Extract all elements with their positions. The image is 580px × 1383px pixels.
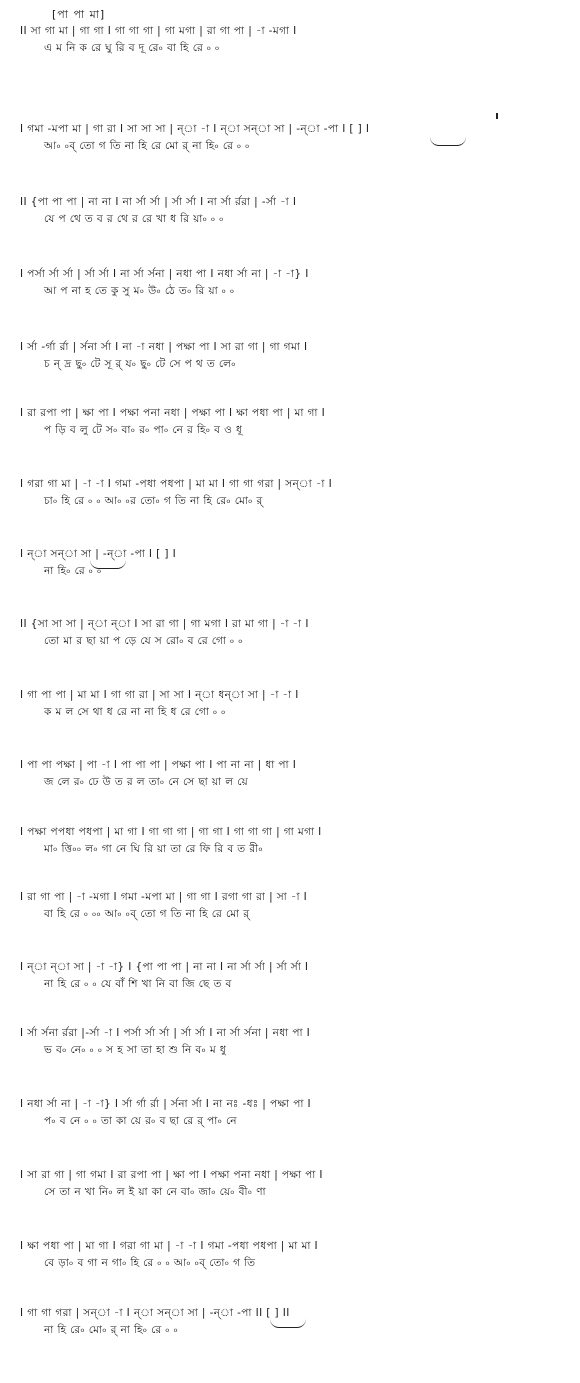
lyric-line: ক ম ল সে থা ধ রে না না হি ধ রে গো ৹ ৹ xyxy=(44,706,226,718)
lyric-line: প ড়ি ব লু টে স৹ বা৹ র৹ পা৹ নে র হি৹ ব ও ধূ xyxy=(44,424,243,436)
lyric-line: ভ ব৹ নে৹ ৹ ৹ স হ সা তা হা শু নি ব৹ ম ধু xyxy=(44,1044,227,1056)
lyric-line: চা৹ হি রে ৹ ৹ আ৹ ৹র তো৹ গ তি না হি রে৹ মো৹ র্ xyxy=(44,495,263,507)
notation-line: I র্সা -র্গা র্রা | র্সনা র্সা I না -া নধা | পক্ষা পা I সা রা গা | গা গমা I xyxy=(20,341,308,353)
notation-row xyxy=(20,686,568,720)
notation-row xyxy=(20,823,568,857)
notation-row xyxy=(20,475,568,509)
notation-row xyxy=(20,22,568,56)
lyric-line: বে ড়া৹ ব গা ন গা৹ হি রে ৹ ৹ আ৹ ৹ব্ তো৹ গ তি xyxy=(44,1257,256,1269)
slur-mark xyxy=(430,137,466,146)
lyric-line: সে তা ন খা নি৹ ল ই য়া কা নে বা৹ জা৹ য়ে৹ বী৹ ণা xyxy=(44,1186,266,1198)
notation-row xyxy=(20,615,568,649)
lyric-line: বা হি রে ৹ ৹৹ আ৹ ৹ব্ তো গ তি না হি রে মো র্ xyxy=(44,908,250,920)
notation-line: II সা গা মা | গা গা I গা গা গা | গা মগা | রা গা পা | -া -মগা I xyxy=(20,25,297,37)
notation-row xyxy=(20,958,568,992)
lyric-line: চ ন্ দ্র ছু৹ টে সূ র্ য৹ ছু৹ টে সে প থ ত লে৹ xyxy=(44,358,236,370)
notation-row xyxy=(20,338,568,372)
lyric-line: মা৹ ত্তি৹৹ ল৹ গা নে ঘি রি য়া তা রে ফি রি ব ত রী৹ xyxy=(44,843,264,855)
notation-line: I ন্া সন্া সা | -ন্া -পা I [ ] I xyxy=(20,548,177,560)
notation-line: I গা গা গরা | সন্া -া I ন্া সন্া সা | -ন্া -পা II [ ] II xyxy=(20,1307,290,1319)
notation-row xyxy=(20,756,568,790)
accent-mark xyxy=(496,113,498,119)
lyric-line: না হি৹ রে ৹ ৹ xyxy=(44,565,102,577)
notation-line: I রা রপা পা | ক্ষা পা I পক্ষা পনা নধা | পক্ষা পা I ক্ষা পধা পা | মা গা I xyxy=(20,407,326,419)
notation-line: I ন্া ন্া সা | -া -া} I {পা পা পা | না না I না র্সা র্সা | র্সা র্সা I xyxy=(20,961,309,973)
notation-line: II {সা সা সা | ন্া ন্া I সা রা গা | গা মগা I রা মা গা | -া -া I xyxy=(20,618,309,630)
notation-row xyxy=(20,265,568,299)
notation-row xyxy=(20,888,568,922)
lyric-line: না হি রে৹ মো৹ র্ না হি৹ রে ৹ ৹ xyxy=(44,1324,179,1336)
notation-line: I সা রা গা | গা গমা I রা রপা পা | ক্ষা পা I পক্ষা পনা নধা | পক্ষা পা I xyxy=(20,1169,323,1181)
notation-row xyxy=(20,1024,568,1058)
slur-mark xyxy=(270,1319,306,1328)
notation-row xyxy=(20,1095,568,1129)
lyric-line: না হি রে ৹ ৹ যে বাঁ শি খা নি বা জি ছে ত ব xyxy=(44,978,232,990)
notation-row xyxy=(20,193,568,227)
notation-row xyxy=(20,1237,568,1271)
notation-line: I গা পা পা | মা মা I গা গা রা | সা সা I ন্া ধন্া সা | -া -া I xyxy=(20,689,299,701)
notation-row xyxy=(20,1166,568,1200)
lyric-line: প৹ ব নে ৹ ৹ তা কা য়ে র৹ ব ছা রে র্ পা৹ নে xyxy=(44,1115,237,1127)
notation-line: I রা গা পা | -া -মগা I গমা -মপা মা | গা গা I রগা গা রা | সা -া I xyxy=(20,891,308,903)
notation-row xyxy=(20,120,568,154)
notation-line: I পা পা পক্ষা | পা -া I পা পা পা | পক্ষা পা I পা না না | ধা পা I xyxy=(20,759,297,771)
notation-line: I গমা -মপা মা | গা রা I সা সা সা | ন্া -া I ন্া সন্া সা | -ন্া -পা I [ ] I xyxy=(20,123,370,135)
notation-line: I পক্ষা পপধা পধপা | মা গা I গা গা গা | গা গা I গা গা গা | গা মগা I xyxy=(20,826,322,838)
notation-line: I নধা র্সা না | -া -া} I র্সা র্গা র্রা | র্সনা র্সা I না নঃ -ধঃ | পক্ষা পা I xyxy=(20,1098,312,1110)
lyric-line: আ৹ ৹ব্ তো গ তি না হি রে মো র্ না হি৹ রে ৹ ৹ xyxy=(44,140,250,152)
raga-header: [পা পা মা] xyxy=(52,8,106,21)
notation-line: I র্সা র্সনা র্ররা |-র্সা -া I পর্সা র্সা র্সা | র্সা র্সা I না র্সা র্সনা | নধা পা I xyxy=(20,1027,311,1039)
slur-mark xyxy=(90,560,126,569)
notation-line: II {পা পা পা | না না I না র্সা র্সা | র্সা র্সা I না র্সা র্ররা | -র্সা -া I xyxy=(20,196,297,208)
notation-line: I পর্সা র্সা র্সা | র্সা র্সা I না র্সা র্সনা | নধা পা I নধা র্সা না | -া -া} I xyxy=(20,268,309,280)
notation-line: I ক্ষা পধা পা | মা গা I গরা গা মা | -া -া I গমা -পধা পধপা | মা মা I xyxy=(20,1240,318,1252)
lyric-line: এ ম নি ক রে ঘু রি ব দূ রে৹ বা হি রে ৹ ৹ xyxy=(44,42,220,54)
lyric-line: তো মা র ছা য়া প ড়ে যে স রো৹ ব রে গো ৹ ৹ xyxy=(44,635,243,647)
lyric-line: জ লে র৹ ঢে উ ত র ল তা৹ নে সে ছা য়া ল য়ে xyxy=(44,776,249,788)
notation-line: I গরা গা মা | -া -া I গমা -পধা পধপা | মা মা I গা গা গরা | সন্া -া I xyxy=(20,478,333,490)
lyric-line: যে প থে ত ব র থে র রে খা ধ রি য়া৹ ৹ ৹ xyxy=(44,213,224,225)
notation-row xyxy=(20,404,568,438)
lyric-line: আ প না হ তে কু সু ম৹ উ৹ ঠে ত৹ রি য়া ৹ ৹ xyxy=(44,285,235,297)
